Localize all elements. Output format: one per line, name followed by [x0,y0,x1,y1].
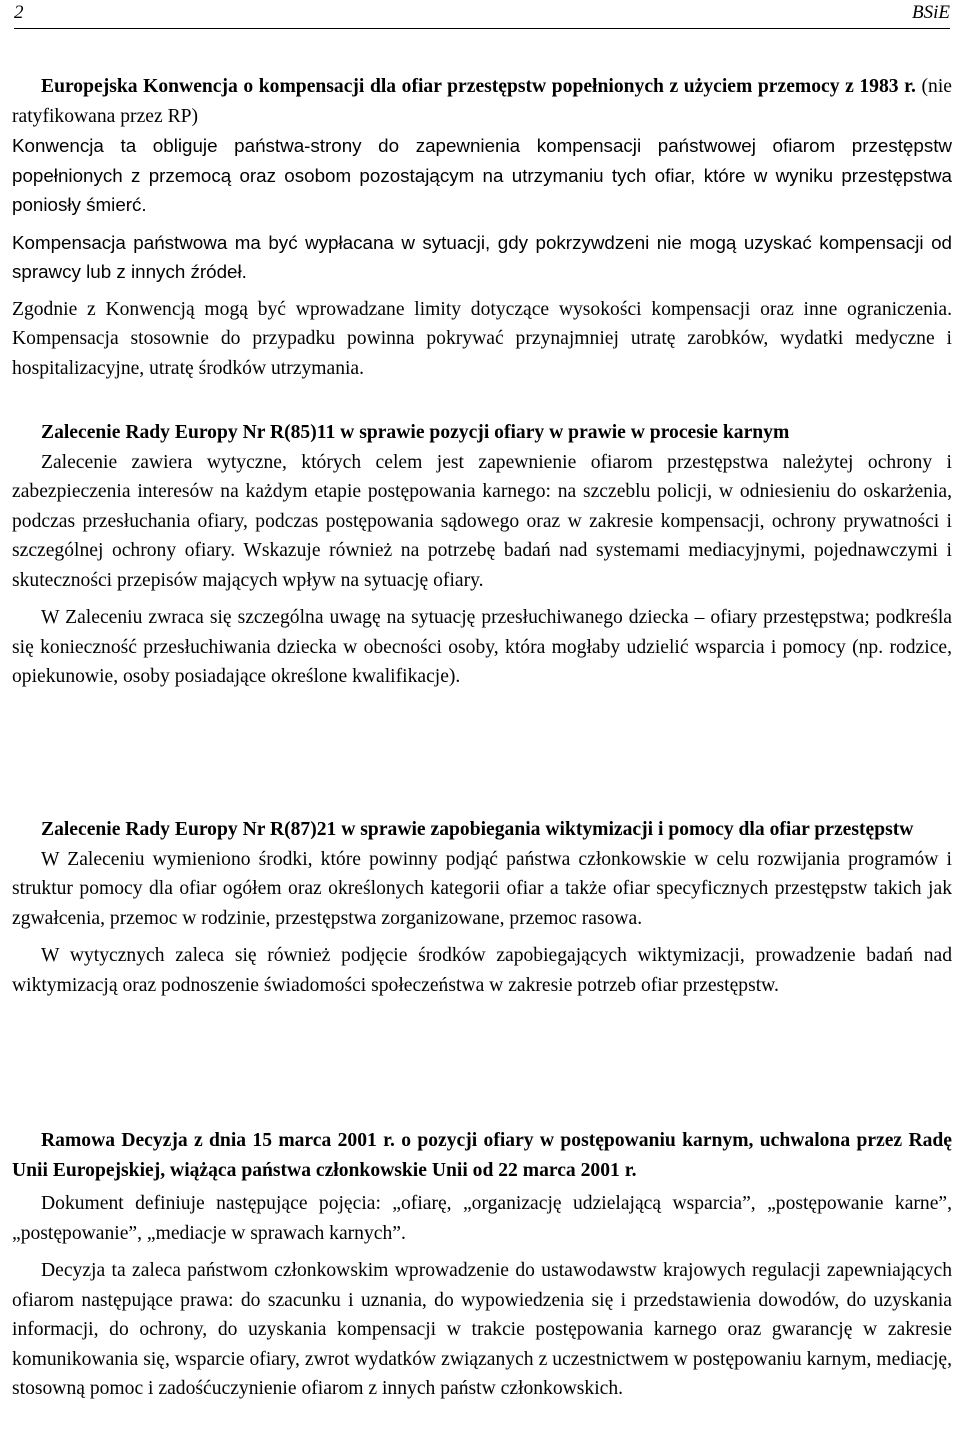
page-header [14,0,950,29]
paragraph: Dokument definiuje następujące pojęcia: „ofiarę, „organizację udzielającą wsparcia”, „postępowanie karne”, „postępowanie”, „mediacje w sprawach karnych”. [12,1193,952,1244]
paragraph: W wytycznych zaleca się również podjęcie środków zapobiegających wiktymizacji, prowadzenie badań nad wiktymizacją oraz podnoszenie świadomości społeczeństwa w zakresie potrzeb ofiar przestępstw. [12,945,952,996]
section-heading [12,72,952,131]
section-framework-decision-2001 [12,1126,952,1404]
section-heading: Zalecenie Rady Europy Nr R(87)21 w sprawie zapobiegania wiktymizacji i pomocy dla ofiar przestępstw [41,819,914,840]
heading-note: (nie ratyfikowana przez RP) [12,76,952,127]
page-number: 2 [14,2,24,23]
paragraph: Zgodnie z Konwencją mogą być wprowadzane limity dotyczące wysokości kompensacji oraz inne ograniczenia. Kompensacja stosownie do przypadku powinna pokrywać przynajmniej utratę zarobków, wydatki medyczne i hospitalizacyjne, utratę środków utrzymania. [12,298,952,379]
paragraph: Zalecenie zawiera wytyczne, których celem jest zapewnienie ofiarom przestępstwa należytej ochrony i zabezpieczenia interesów na każdym etapie postępowania karnego: na szczeblu policji, w odniesieniu do oskarżenia, podczas przesłuchania ofiary, podczas postępowania sądowego oraz w zakresie kompensacji, ochrony prywatności i szczególnej ochrony ofiary. Wskazuje również na potrzebę badań nad systemami mediacyjnymi, pojednawczymi i skuteczności przepisów mających wpływ na sytuację ofiary. [12,451,952,591]
section-heading: Zalecenie Rady Europy Nr R(85)11 w sprawie pozycji ofiary w prawie w procesie karnym [41,422,790,443]
paragraph: Decyzja ta zaleca państwom członkowskim wprowadzenie do ustawodawstw krajowych regulacji zapewniających ofiarom następujące prawa: do szacunku i uznania, do wypowiedzenia się i przedstawienia dowodów, do uzyskania informacji, do ochrony, do uzyskania kompensacji w trakcie postępowania karnego oraz gwarancję w zakresie komunikowania się, wsparcie ofiary, zwrot wydatków związanych z uczestnictwem w postępowaniu karnym, mediację, stosowną pomoc i zadośćuczynienie ofiarom z innych państw członkowskich. [12,1260,952,1399]
paragraph: W Zaleceniu wymieniono środki, które powinny podjąć państwa członkowskie w celu rozwijania programów i struktur pomocy dla ofiar ogółem oraz określonych kategorii ofiar a także ofiar specyficznych przestępstw takich jak zgwałcenia, przemoc w rodzinie, przestępstwa zorganizowane, przemoc rasowa. [12,848,952,929]
paragraph: Konwencja ta obliguje państwa-strony do zapewnienia kompensacji państwowej ofiarom przestępstw popełnionych z przemocą oraz osobom pozostającym na utrzymaniu tych ofiar, które w wyniku przestępstwa poniosły śmierć. [12,135,952,215]
section-recommendation-85-11 [12,418,952,692]
section-recommendation-87-21 [12,815,952,1000]
heading-text: Europejska Konwencja o kompensacji dla ofiar przestępstw popełnionych z użyciem przemocy z 1983 r. [41,76,916,97]
section-convention-1983 [12,72,952,383]
header-brand: BSiE [912,2,950,23]
paragraph: Kompensacja państwowa ma być wypłacana w sytuacji, gdy pokrzywdzeni nie mogą uzyskać kompensacji od sprawcy lub z innych źródeł. [12,231,952,282]
paragraph: W Zaleceniu zwraca się szczególna uwagę na sytuację przesłuchiwanego dziecka – ofiary przestępstwa; podkreśla się konieczność przesłuchiwania dziecka w obecności osoby, która mogłaby udzielić wsparcia i pomocy (np. rodzice, opiekunowie, osoby posiadające określone kwalifikacje). [12,607,952,687]
section-heading: Ramowa Decyzja z dnia 15 marca 2001 r. o pozycji ofiary w postępowaniu karnym, uchwalona przez Radę Unii Europejskiej, wiążąca państwa członkowskie Unii od 22 marca 2001 r. [12,1130,952,1181]
